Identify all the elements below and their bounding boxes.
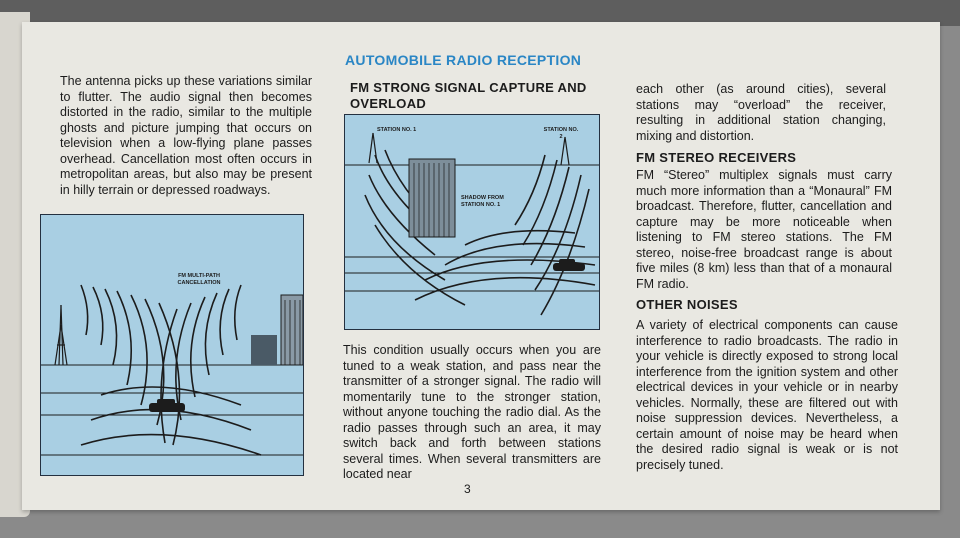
capture-drawing <box>345 115 599 329</box>
station-1-label: STATION NO. 1 <box>377 127 417 133</box>
capture-illustration <box>344 114 600 330</box>
column-1-text <box>60 74 312 198</box>
multipath-drawing <box>41 215 303 475</box>
noise-paragraph: A variety of electrical components can cause interference to radio broadcasts. The radio in your vehicle is directly exposed to strong local interference from the ignition system and other electrical devices in your vehicle or in nearby vehicles. Normally, these are filtered out with noise suppression devices. Nevertheless, a certain amount of noise may be heard when the desired radio signal is weak or is not precisely tuned. <box>636 318 898 472</box>
station-2-label: STATION NO. 2 <box>543 127 579 140</box>
stereo-text <box>636 168 892 292</box>
page-number: 3 <box>464 482 471 496</box>
column-3-continuation <box>636 82 886 144</box>
stereo-paragraph: FM “Stereo” multiplex signals must carry much more information than a “Monaural” FM broadcast. Therefore, flutter, cancellation and capture may be more noticeable when listening to FM stereo stations. The FM stereo, noise-free broadcast range is about five miles (8 km) less than that of a monaural FM radio. <box>636 168 892 291</box>
fm-capture-heading: FM STRONG SIGNAL CAPTURE AND OVERLOAD <box>350 80 587 111</box>
other-noises-text <box>636 318 898 473</box>
column-2-text <box>343 343 601 483</box>
multipath-illustration <box>40 214 304 476</box>
multipath-label: FM MULTI-PATH CANCELLATION <box>177 273 221 286</box>
stereo-heading: FM STEREO RECEIVERS <box>636 150 797 165</box>
cancellation-paragraph: The antenna picks up these variations similar to flutter. The audio signal then becomes distorted in the radio, similar to the multiple ghosts and picture jumping that occurs on television when a low-flying plane passes overhead. Cancellation most often occurs in metropolitan areas, but also may be present in hilly terrain or depressed roadways. <box>60 74 312 197</box>
overload-continuation: each other (as around cities), several stations may “overload” the receiver, resulting in additional station changing, mixing and distortion. <box>636 82 886 143</box>
page-title: AUTOMOBILE RADIO RECEPTION <box>345 52 582 68</box>
other-noises-heading: OTHER NOISES <box>636 297 738 312</box>
capture-paragraph: This condition usually occurs when you are tuned to a weak station, and pass near the transmitter of a stronger signal. The radio will momentarily tune to the stronger station, without anyone touching the radio dial. As the radio passes through such an area, it may switch back and forth between stations several times. When several transmitters are located near <box>343 343 601 481</box>
shadow-label: SHADOW FROM STATION NO. 1 <box>461 195 504 208</box>
